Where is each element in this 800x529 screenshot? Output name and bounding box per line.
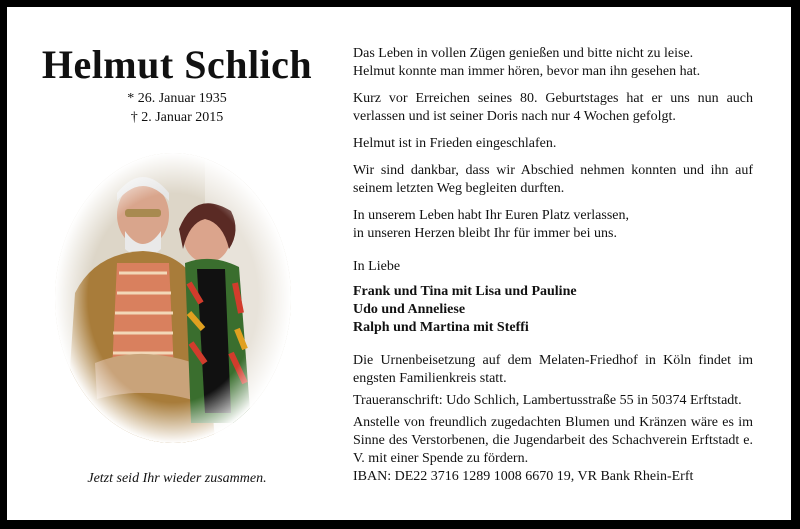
paragraph-remembrance [353, 207, 753, 243]
paragraph-gratitude: Wir sind dankbar, dass wir Abschied nehmen konnten und ihn auf seinem letzten Weg begleiten durften. [353, 163, 753, 196]
paragraph-peace: Helmut ist in Frieden eingeschlafen. [353, 136, 557, 151]
paragraph-donation: Anstelle von freundlich zugedachten Blumen und Kränzen wäre es im Sinne des Verstorbenen, die Jugendarbeit des Schachverein Erftstadt e. V. mit einer Spende zu fördern. [353, 415, 753, 466]
mourning-address: Traueranschrift: Udo Schlich, Lambertusstraße 55 in 50374 Erftstadt. [353, 393, 742, 408]
left-column [7, 7, 347, 520]
obituary-text [353, 45, 753, 486]
photo-caption: Jetzt seid Ihr wieder zusammen. [87, 471, 267, 486]
remembrance-line-1: In unserem Leben habt Ihr Euren Platz verlassen, [353, 208, 630, 223]
intro-line-1: Das Leben in vollen Zügen genießen und bitte nicht zu leise. [353, 46, 694, 61]
family-member: Ralph und Martina mit Steffi [353, 320, 529, 335]
remembrance-line-2: in unseren Herzen bleibt Ihr für immer bei uns. [353, 226, 617, 241]
family-member: Udo und Anneliese [353, 302, 466, 317]
family-member: Frank und Tina mit Lisa und Pauline [353, 284, 577, 299]
family-list [353, 283, 753, 337]
obituary-card [5, 5, 793, 522]
bank-details: IBAN: DE22 3716 1289 1008 6670 19, VR Bank Rhein-Erft [353, 469, 694, 484]
paragraph-intro [353, 45, 753, 81]
birth-date: * 26. Januar 1935 [127, 91, 227, 106]
deceased-name: Helmut Schlich [41, 42, 313, 87]
death-date: † 2. Januar 2015 [130, 110, 224, 125]
in-liebe: In Liebe [353, 259, 401, 274]
paragraph-passing: Kurz vor Erreichen seines 80. Geburtstages hat er uns nun auch verlassen und ist seiner Doris nach nur 4 Wochen gefolgt. [353, 91, 753, 124]
life-dates [7, 89, 347, 127]
couple-photo [55, 153, 291, 443]
paragraph-burial: Die Urnenbeisetzung auf dem Melaten-Friedhof in Köln findet im engsten Familienkreis statt. [353, 353, 753, 386]
intro-line-2: Helmut konnte man immer hören, bevor man ihn gesehen hat. [353, 64, 701, 79]
